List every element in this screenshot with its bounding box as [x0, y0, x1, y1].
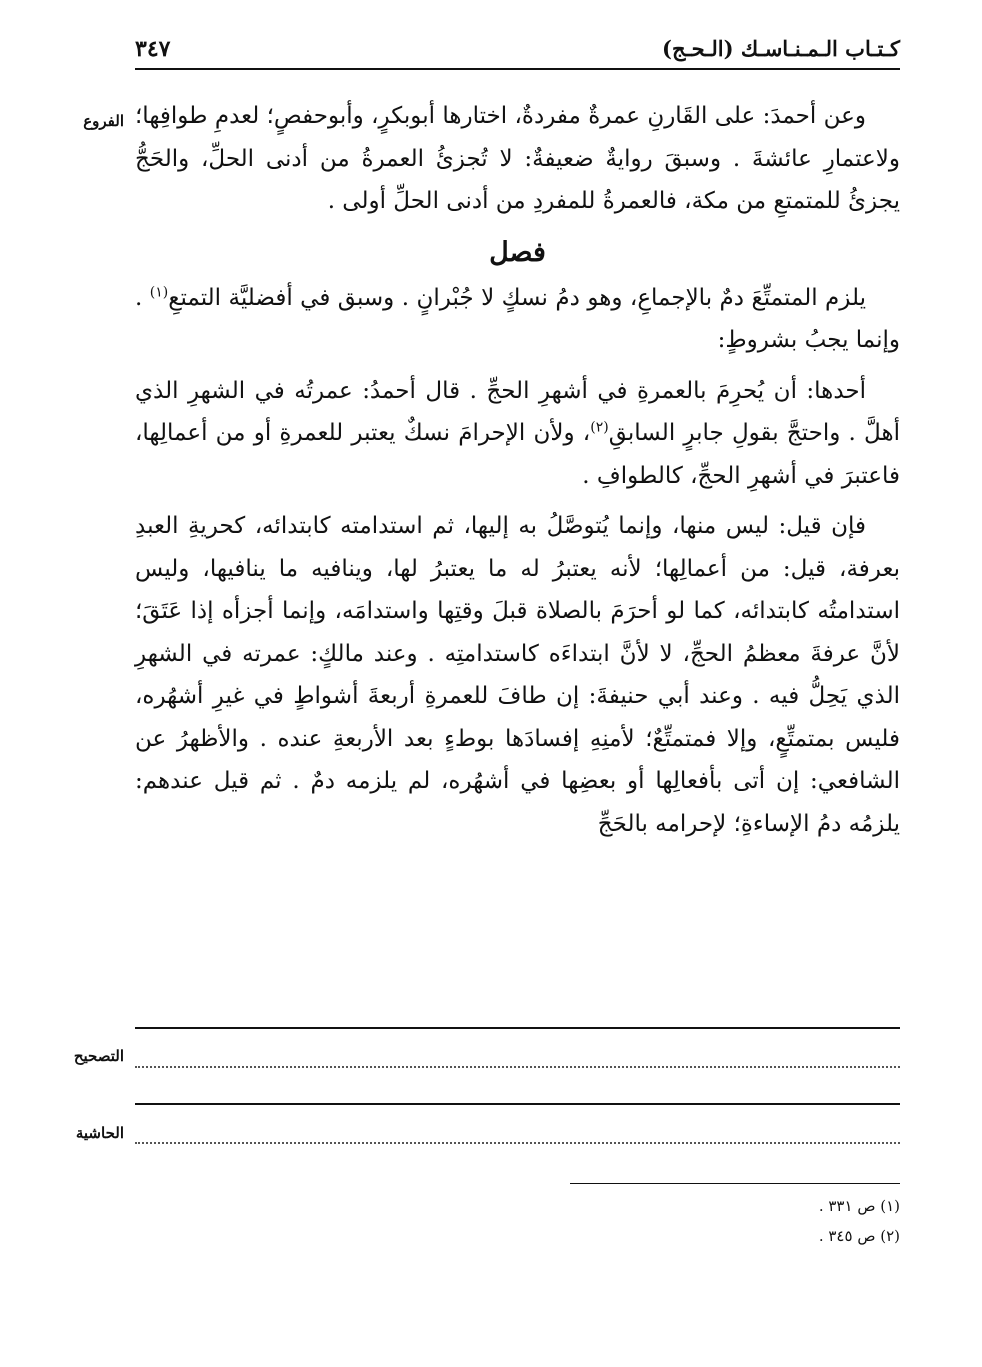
section-heading: فصل: [489, 236, 546, 268]
footnote-ref-1: (١): [149, 283, 169, 300]
margin-label-hashiya: الحاشية: [75, 1124, 124, 1142]
page-header: [135, 34, 900, 68]
body-end-rule: [135, 1027, 900, 1029]
page-number: ٣٤٧: [135, 36, 171, 62]
header-rule: [135, 68, 900, 70]
footnote-1: (١) ص ٣٣١ .: [818, 1197, 900, 1215]
paragraph-3: [135, 370, 900, 498]
footnote-rule: [570, 1183, 900, 1184]
running-title: كـتـاب الـمـنـاسـك (الـحـج): [662, 36, 900, 61]
paragraph-2-text-a: يلزم المتمتِّعَ دمٌ بالإجماعِ، وهو دمُ نسكٍ لا جُبْرانٍ . وسبق في أفضليَّة التمتعِ: [168, 284, 866, 311]
separator-rule: [135, 1103, 900, 1105]
paragraph-3-text-a: أحدها: أن يُحرِمَ بالعمرةِ في أشهرِ الحجِّ . قال أحمدُ: عمرتُه في الشهرِ الذي أهلَّ . واحتجَّ بقولِ جابرٍ السابقِ: [135, 377, 900, 446]
footnote-ref-2: (٢): [590, 419, 609, 436]
paragraph-4: فإن قيل: ليس منها، وإنما يُتوصَّلُ به إليها، ثم استدامته كابتدائه، كحريةِ العبدِ بعرفة، قيل: من أعمالِها؛ لأنه يعتبرُ له ما يعتبرُ لها، وينافيه ما ينافيها، وليس استدامتُه كابتدائه، كما لو أحرَمَ بالصلاة قبلَ وقتِها واستدامَه، وإنما أجزأه إذا عَتَقَ؛ لأنَّ عرفةَ معظمُ الحجِّ، لا لأنَّ ابتداءَه كاستدامتِه . وعند مالكٍ: عمرته في الشهرِ الذي يَحِلُّ فيه . وعند أبي حنيفةَ: إن طافَ للعمرةِ أربعةَ أشواطٍ في غيرِ أشهُره، فليس بمتمتِّعٍ، وإلا فمتمتِّعٌ؛ لأمنِهِ إفسادَها بوطءٍ بعد الأربعةِ عنده . والأظهرُ عن الشافعي: إن أتى بأفعالِها أو بعضِها في أشهُره، لم يلزمه دمٌ . ثم قيل عندهم: يلزمُه دمُ الإساءةِ؛ لإحرامه بالحَجِّ: [135, 513, 900, 837]
paragraph-3-text-b: ، ولأن الإحرامَ نسكٌ يعتبر للعمرةِ أو من أعمالِها، فاعتبرَ في أشهرِ الحجِّ، كالطوافِ .: [135, 420, 900, 489]
paragraph-2-text-b: . وإنما يجبُ بشروطٍ:: [135, 284, 900, 353]
margin-label-tashih: التصحيح: [73, 1047, 124, 1065]
paragraph-1: وعن أحمدَ: على القَارنِ عمرةٌ مفردةٌ، اختارها أبوبكرٍ، وأبوحفصٍ؛ لعدمِ طوافِها؛ ولاعتمارِ عائشةَ . وسبقَ روايةٌ ضعيفةٌ: لا تُجزئُ العمرةُ من أدنى الحلِّ، والحَجُّ يجزئُ للمتمتعِ من مكة، فالعمرةُ للمفردِ من أدنى الحلِّ أولى .: [135, 103, 900, 214]
hashiya-dotted-line: [135, 1142, 900, 1144]
main-text: [135, 95, 900, 853]
paragraph-2: [135, 277, 900, 362]
tashih-dotted-line: [135, 1066, 900, 1068]
footnote-2: (٢) ص ٣٤٥ .: [818, 1227, 900, 1245]
margin-label-forou: الفروع: [83, 112, 124, 130]
